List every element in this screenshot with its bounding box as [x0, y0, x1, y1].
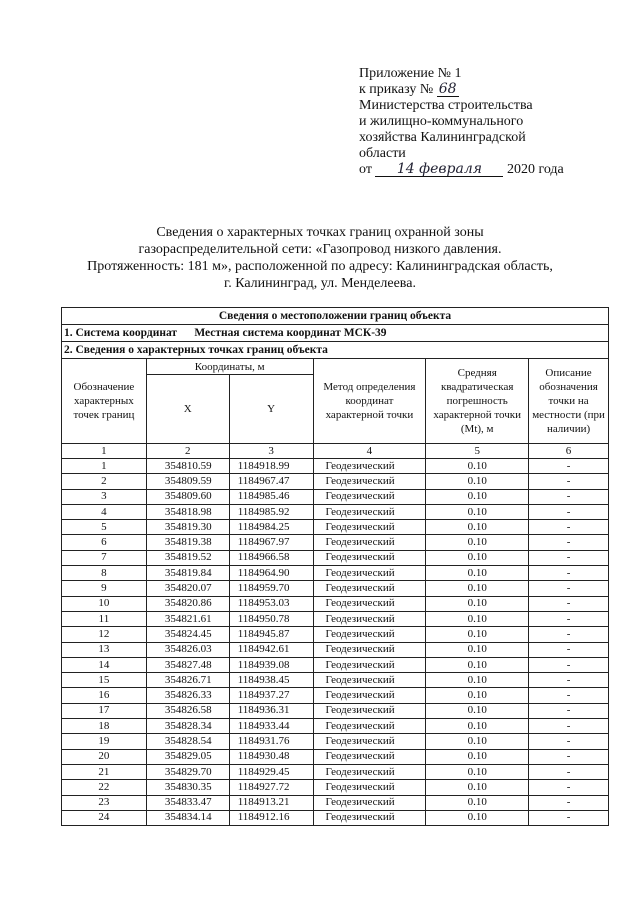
point-number-cell: 2	[62, 474, 147, 489]
description-cell: -	[529, 810, 609, 825]
document-heading	[60, 224, 580, 292]
description-cell: -	[529, 657, 609, 672]
accuracy-cell: 0.10	[426, 504, 529, 519]
method-cell: Геодезический	[313, 474, 426, 489]
heading-line-2: газораспределительной сети: «Газопровод низкого давления.	[138, 242, 502, 257]
coord-y-cell: 1184950.78	[229, 611, 313, 626]
method-cell: Геодезический	[313, 535, 426, 550]
heading-line-4: г. Калининград, ул. Менделеева.	[224, 276, 416, 291]
coord-y-cell: 1184942.61	[229, 642, 313, 657]
date-suffix: 2020 года	[506, 162, 564, 177]
handwritten-date: 14 февраля	[375, 162, 503, 177]
point-number-cell: 15	[62, 673, 147, 688]
coord-x-cell: 354819.52	[146, 550, 229, 565]
coord-x-cell: 354826.58	[146, 703, 229, 718]
description-cell: -	[529, 719, 609, 734]
coord-y-cell: 1184918.99	[229, 459, 313, 474]
accuracy-cell: 0.10	[426, 566, 529, 581]
method-cell: Геодезический	[313, 596, 426, 611]
table-row	[62, 749, 609, 764]
accuracy-cell: 0.10	[426, 474, 529, 489]
method-cell: Геодезический	[313, 734, 426, 749]
point-number-cell: 20	[62, 749, 147, 764]
accuracy-cell: 0.10	[426, 581, 529, 596]
points-section-label: 2. Сведения о характерных точках границ объекта	[62, 342, 609, 359]
coord-x-cell: 354829.70	[146, 764, 229, 779]
accuracy-cell: 0.10	[426, 795, 529, 810]
point-number-cell: 5	[62, 520, 147, 535]
coord-y-cell: 1184912.16	[229, 810, 313, 825]
table-row	[62, 719, 609, 734]
coord-y-cell: 1184953.03	[229, 596, 313, 611]
coord-y-cell: 1184933.44	[229, 719, 313, 734]
coord-x-cell: 354828.34	[146, 719, 229, 734]
accuracy-cell: 0.10	[426, 734, 529, 749]
point-number-cell: 8	[62, 566, 147, 581]
coord-y-cell: 1184929.45	[229, 764, 313, 779]
table-row	[62, 764, 609, 779]
method-cell: Геодезический	[313, 657, 426, 672]
coord-x-cell: 354828.54	[146, 734, 229, 749]
accuracy-cell: 0.10	[426, 489, 529, 504]
coord-x-cell: 354834.14	[146, 810, 229, 825]
method-cell: Геодезический	[313, 627, 426, 642]
date-prefix: от	[359, 162, 372, 177]
heading-line-1: Сведения о характерных точках границ охранной зоны	[156, 225, 484, 240]
col-number: 3	[229, 444, 313, 459]
ministry-line-4: области	[359, 146, 406, 161]
point-number-cell: 10	[62, 596, 147, 611]
description-cell: -	[529, 459, 609, 474]
coord-y-cell: 1184967.47	[229, 474, 313, 489]
description-cell: -	[529, 520, 609, 535]
accuracy-cell: 0.10	[426, 703, 529, 718]
date-line	[359, 162, 619, 178]
col-number: 4	[313, 444, 426, 459]
method-cell: Геодезический	[313, 642, 426, 657]
table-row	[62, 673, 609, 688]
method-cell: Геодезический	[313, 780, 426, 795]
coord-x-cell: 354809.60	[146, 489, 229, 504]
description-cell: -	[529, 780, 609, 795]
table-row	[62, 535, 609, 550]
table-row	[62, 581, 609, 596]
coord-x-cell: 354820.86	[146, 596, 229, 611]
header-y: Y	[229, 375, 313, 444]
col-number: 1	[62, 444, 147, 459]
point-number-cell: 11	[62, 611, 147, 626]
coord-y-cell: 1184913.21	[229, 795, 313, 810]
method-cell: Геодезический	[313, 611, 426, 626]
description-cell: -	[529, 749, 609, 764]
table-row	[62, 795, 609, 810]
coord-x-cell: 354820.07	[146, 581, 229, 596]
coord-x-cell: 354819.84	[146, 566, 229, 581]
coordinate-system-label: 1. Система координат	[64, 327, 178, 339]
coordinate-system-value: Местная система координат МСК-39	[194, 327, 387, 339]
coord-y-cell: 1184959.70	[229, 581, 313, 596]
point-number-cell: 6	[62, 535, 147, 550]
col-number: 2	[146, 444, 229, 459]
description-cell: -	[529, 474, 609, 489]
header-coords: Координаты, м	[146, 359, 313, 375]
method-cell: Геодезический	[313, 673, 426, 688]
column-number-row	[62, 444, 609, 459]
description-cell: -	[529, 642, 609, 657]
header-method: Метод определения координат характерной точки	[313, 359, 426, 444]
point-number-cell: 1	[62, 459, 147, 474]
method-cell: Геодезический	[313, 566, 426, 581]
order-line	[359, 82, 619, 98]
header-x: X	[146, 375, 229, 444]
table-row	[62, 810, 609, 825]
coordinates-table	[61, 307, 609, 826]
method-cell: Геодезический	[313, 719, 426, 734]
ministry-line-3: хозяйства Калининградской	[359, 130, 526, 145]
method-cell: Геодезический	[313, 749, 426, 764]
point-number-cell: 9	[62, 581, 147, 596]
coord-x-cell: 354824.45	[146, 627, 229, 642]
coord-y-cell: 1184939.08	[229, 657, 313, 672]
description-cell: -	[529, 566, 609, 581]
description-cell: -	[529, 504, 609, 519]
method-cell: Геодезический	[313, 795, 426, 810]
coord-x-cell: 354810.59	[146, 459, 229, 474]
accuracy-cell: 0.10	[426, 810, 529, 825]
point-number-cell: 17	[62, 703, 147, 718]
table-row	[62, 642, 609, 657]
coord-y-cell: 1184945.87	[229, 627, 313, 642]
header-designation: Обозначение характерных точек границ	[62, 359, 147, 444]
coord-y-cell: 1184931.76	[229, 734, 313, 749]
method-cell: Геодезический	[313, 489, 426, 504]
order-number: 68	[437, 82, 459, 97]
coord-y-cell: 1184930.48	[229, 749, 313, 764]
coord-x-cell: 354826.71	[146, 673, 229, 688]
header-description: Описание обозначения точки на местности (при наличии)	[529, 359, 609, 444]
point-number-cell: 22	[62, 780, 147, 795]
accuracy-cell: 0.10	[426, 459, 529, 474]
method-cell: Геодезический	[313, 764, 426, 779]
appendix-block	[359, 66, 619, 178]
ministry-line-2: и жилищно-коммунального	[359, 114, 524, 129]
table-row	[62, 657, 609, 672]
table-row	[62, 489, 609, 504]
coord-y-cell: 1184985.46	[229, 489, 313, 504]
point-number-cell: 24	[62, 810, 147, 825]
method-cell: Геодезический	[313, 688, 426, 703]
coord-y-cell: 1184964.90	[229, 566, 313, 581]
coord-x-cell: 354826.03	[146, 642, 229, 657]
description-cell: -	[529, 627, 609, 642]
accuracy-cell: 0.10	[426, 550, 529, 565]
table-row	[62, 596, 609, 611]
point-number-cell: 13	[62, 642, 147, 657]
ministry-line-1: Министерства строительства	[359, 98, 533, 113]
col-number: 6	[529, 444, 609, 459]
coordinate-system-row	[62, 325, 609, 342]
coord-x-cell: 354830.35	[146, 780, 229, 795]
table-row	[62, 459, 609, 474]
accuracy-cell: 0.10	[426, 596, 529, 611]
description-cell: -	[529, 596, 609, 611]
description-cell: -	[529, 550, 609, 565]
accuracy-cell: 0.10	[426, 764, 529, 779]
table-row	[62, 550, 609, 565]
accuracy-cell: 0.10	[426, 520, 529, 535]
description-cell: -	[529, 581, 609, 596]
section-title: Сведения о местоположении границ объекта	[62, 308, 609, 325]
coord-x-cell: 354809.59	[146, 474, 229, 489]
coord-y-cell: 1184967.97	[229, 535, 313, 550]
table-row	[62, 474, 609, 489]
point-number-cell: 21	[62, 764, 147, 779]
table-row	[62, 734, 609, 749]
description-cell: -	[529, 535, 609, 550]
coord-x-cell: 354829.05	[146, 749, 229, 764]
method-cell: Геодезический	[313, 520, 426, 535]
coord-y-cell: 1184966.58	[229, 550, 313, 565]
method-cell: Геодезический	[313, 810, 426, 825]
point-number-cell: 23	[62, 795, 147, 810]
header-error: Средняя квадратическая погрешность характерной точки (Mt), м	[426, 359, 529, 444]
method-cell: Геодезический	[313, 703, 426, 718]
point-number-cell: 14	[62, 657, 147, 672]
accuracy-cell: 0.10	[426, 719, 529, 734]
heading-line-3: Протяженность: 181 м», расположенной по адресу: Калининградская область,	[87, 259, 553, 274]
accuracy-cell: 0.10	[426, 780, 529, 795]
accuracy-cell: 0.10	[426, 611, 529, 626]
coord-x-cell: 354826.33	[146, 688, 229, 703]
coord-y-cell: 1184984.25	[229, 520, 313, 535]
accuracy-cell: 0.10	[426, 688, 529, 703]
coord-x-cell: 354819.38	[146, 535, 229, 550]
accuracy-cell: 0.10	[426, 749, 529, 764]
description-cell: -	[529, 611, 609, 626]
col-number: 5	[426, 444, 529, 459]
description-cell: -	[529, 673, 609, 688]
coord-x-cell: 354821.61	[146, 611, 229, 626]
accuracy-cell: 0.10	[426, 642, 529, 657]
description-cell: -	[529, 489, 609, 504]
description-cell: -	[529, 764, 609, 779]
coord-y-cell: 1184985.92	[229, 504, 313, 519]
table-row	[62, 627, 609, 642]
point-number-cell: 16	[62, 688, 147, 703]
coord-y-cell: 1184927.72	[229, 780, 313, 795]
method-cell: Геодезический	[313, 550, 426, 565]
point-number-cell: 7	[62, 550, 147, 565]
table-row	[62, 520, 609, 535]
appendix-title: Приложение № 1	[359, 66, 462, 81]
accuracy-cell: 0.10	[426, 673, 529, 688]
description-cell: -	[529, 795, 609, 810]
table-row	[62, 504, 609, 519]
description-cell: -	[529, 734, 609, 749]
coord-x-cell: 354819.30	[146, 520, 229, 535]
description-cell: -	[529, 688, 609, 703]
accuracy-cell: 0.10	[426, 535, 529, 550]
accuracy-cell: 0.10	[426, 627, 529, 642]
coord-x-cell: 354833.47	[146, 795, 229, 810]
table-row	[62, 566, 609, 581]
method-cell: Геодезический	[313, 459, 426, 474]
description-cell: -	[529, 703, 609, 718]
point-number-cell: 19	[62, 734, 147, 749]
table-row	[62, 780, 609, 795]
coord-x-cell: 354827.48	[146, 657, 229, 672]
point-number-cell: 4	[62, 504, 147, 519]
coord-y-cell: 1184938.45	[229, 673, 313, 688]
coord-x-cell: 354818.98	[146, 504, 229, 519]
table-row	[62, 703, 609, 718]
coord-y-cell: 1184936.31	[229, 703, 313, 718]
method-cell: Геодезический	[313, 581, 426, 596]
point-number-cell: 18	[62, 719, 147, 734]
method-cell: Геодезический	[313, 504, 426, 519]
order-prefix: к приказу №	[359, 82, 434, 97]
coord-y-cell: 1184937.27	[229, 688, 313, 703]
point-number-cell: 3	[62, 489, 147, 504]
point-number-cell: 12	[62, 627, 147, 642]
table-row	[62, 611, 609, 626]
table-row	[62, 688, 609, 703]
accuracy-cell: 0.10	[426, 657, 529, 672]
